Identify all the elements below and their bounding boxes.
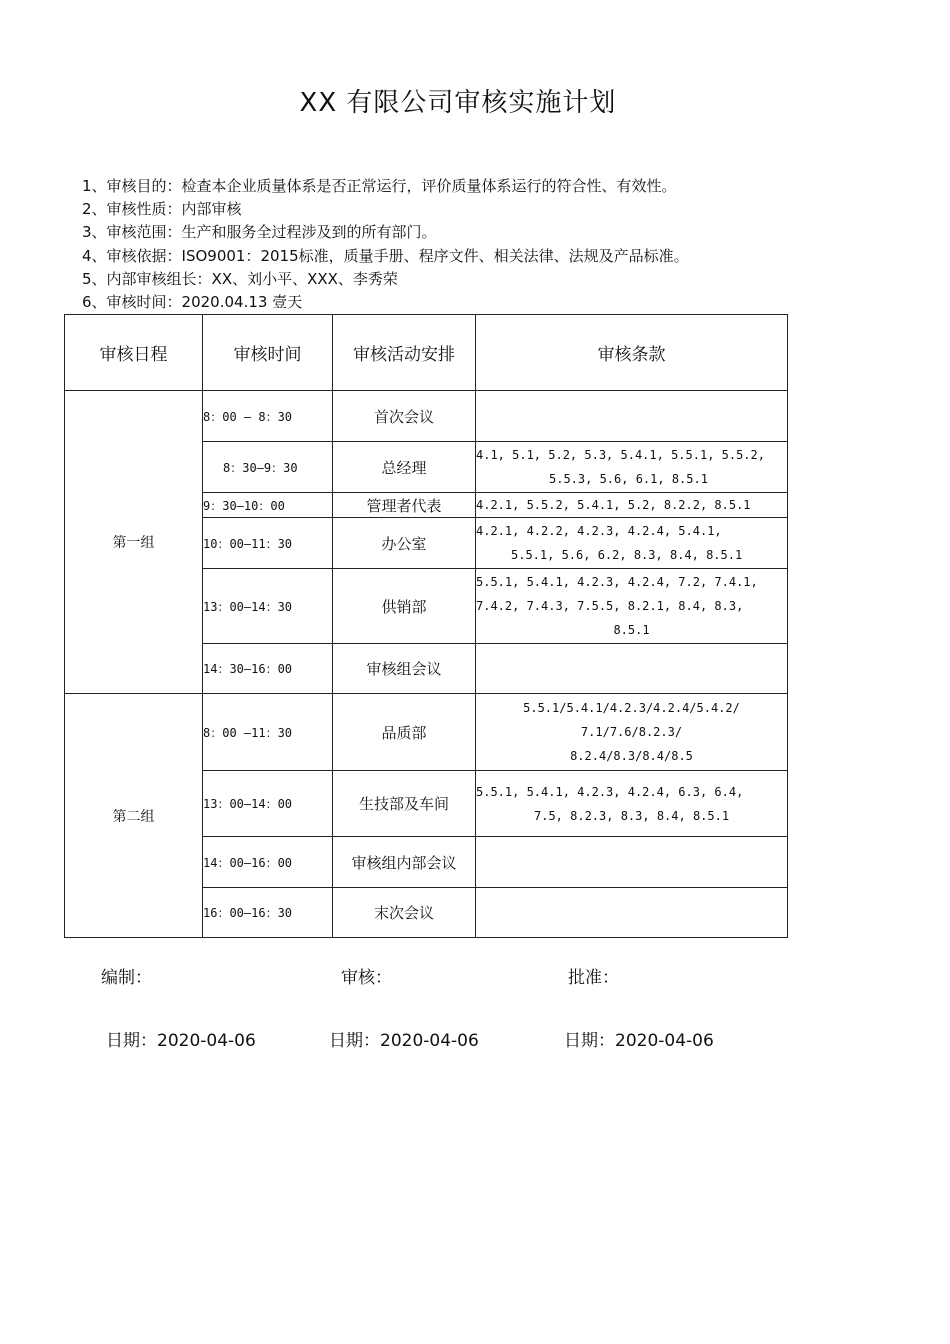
clause-line: 5.5.3, 5.6, 6.1, 8.5.1	[549, 472, 708, 486]
clauses-cell	[476, 694, 788, 771]
time-cell: 13：00—14：30	[203, 569, 333, 644]
prepared-by-label: 编制：	[101, 968, 152, 988]
time-cell: 14：00—16：00	[203, 837, 333, 888]
group-label: 第一组	[65, 391, 203, 694]
table-row	[65, 391, 788, 442]
header-time: 审核时间	[203, 315, 333, 391]
reviewed-date: 日期：2020-04-06	[329, 1031, 479, 1051]
document-title: XX 有限公司审核实施计划	[299, 88, 617, 118]
activity-cell: 总经理	[333, 442, 476, 493]
info-leaders: 5、内部审核组长：XX、刘小平、XXX、李秀荣	[82, 269, 398, 288]
clause-line: 8.2.4/8.3/8.4/8.5	[570, 749, 693, 763]
time-cell: 14：30—16：00	[203, 644, 333, 694]
clauses-cell	[476, 493, 788, 518]
clause-line: 4.2.1, 5.5.2, 5.4.1, 5.2, 8.2.2, 8.5.1	[476, 498, 751, 512]
clause-line: 4.2.1, 4.2.2, 4.2.3, 4.2.4, 5.4.1,	[476, 524, 722, 538]
header-schedule: 审核日程	[65, 315, 203, 391]
clauses-cell	[476, 888, 788, 938]
time-cell: 8：00 —11：30	[203, 694, 333, 771]
audit-schedule-table	[64, 314, 788, 938]
group-label: 第二组	[65, 694, 203, 938]
time-cell: 10：00—11：30	[203, 518, 333, 569]
audit-info-list	[82, 175, 689, 314]
activity-cell: 末次会议	[333, 888, 476, 938]
info-scope: 3、审核范围：生产和服务全过程涉及到的所有部门。	[82, 223, 437, 242]
header-clauses: 审核条款	[476, 315, 788, 391]
time-cell: 9：30—10：00	[203, 493, 333, 518]
info-nature: 2、审核性质：内部审核	[82, 200, 242, 219]
activity-cell: 审核组内部会议	[333, 837, 476, 888]
clauses-cell	[476, 837, 788, 888]
clause-line: 5.5.1/5.4.1/4.2.3/4.2.4/5.4.2/	[523, 701, 740, 715]
time-cell: 8：30—9：30	[203, 442, 333, 493]
activity-cell: 审核组会议	[333, 644, 476, 694]
clauses-cell	[476, 771, 788, 837]
clause-line: 5.5.1, 5.4.1, 4.2.3, 4.2.4, 7.2, 7.4.1,	[476, 575, 758, 589]
activity-cell: 管理者代表	[333, 493, 476, 518]
approved-by-label: 批准：	[568, 968, 619, 988]
info-purpose: 1、审核目的：检查本企业质量体系是否正常运行，评价质量体系运行的符合性、有效性。	[82, 177, 677, 195]
activity-cell: 办公室	[333, 518, 476, 569]
clause-line: 7.4.2, 7.4.3, 7.5.5, 8.2.1, 8.4, 8.3,	[476, 599, 744, 613]
time-cell: 8：00 — 8：30	[203, 391, 333, 442]
time-cell: 16：00—16：30	[203, 888, 333, 938]
reviewed-by-label: 审核：	[341, 968, 392, 988]
activity-cell: 品质部	[333, 694, 476, 771]
activity-cell: 供销部	[333, 569, 476, 644]
table-header-row	[65, 315, 788, 391]
clauses-cell	[476, 569, 788, 644]
clauses-cell	[476, 391, 788, 442]
clauses-cell	[476, 518, 788, 569]
info-time: 6、审核时间：2020.04.13 壹天	[82, 292, 303, 311]
prepared-date: 日期：2020-04-06	[106, 1031, 256, 1051]
activity-cell: 首次会议	[333, 391, 476, 442]
clause-line: 5.5.1, 5.6, 6.2, 8.3, 8.4, 8.5.1	[511, 548, 743, 562]
clauses-cell	[476, 644, 788, 694]
header-activity: 审核活动安排	[333, 315, 476, 391]
clause-line: 4.1, 5.1, 5.2, 5.3, 5.4.1, 5.5.1, 5.5.2,	[476, 448, 765, 462]
clause-line: 7.1/7.6/8.2.3/	[580, 725, 683, 739]
clause-line: 8.5.1	[613, 623, 650, 637]
table-row	[65, 694, 788, 771]
clause-line: 5.5.1, 5.4.1, 4.2.3, 4.2.4, 6.3, 6.4,	[476, 784, 744, 799]
time-cell: 13：00—14：00	[203, 771, 333, 837]
activity-cell: 生技部及车间	[333, 771, 476, 837]
clauses-cell	[476, 442, 788, 493]
clause-line: 7.5, 8.2.3, 8.3, 8.4, 8.5.1	[534, 808, 730, 823]
approved-date: 日期：2020-04-06	[564, 1031, 714, 1051]
info-basis: 4、审核依据：ISO9001：2015标准，质量手册、程序文件、相关法律、法规及产品标准。	[82, 246, 689, 265]
